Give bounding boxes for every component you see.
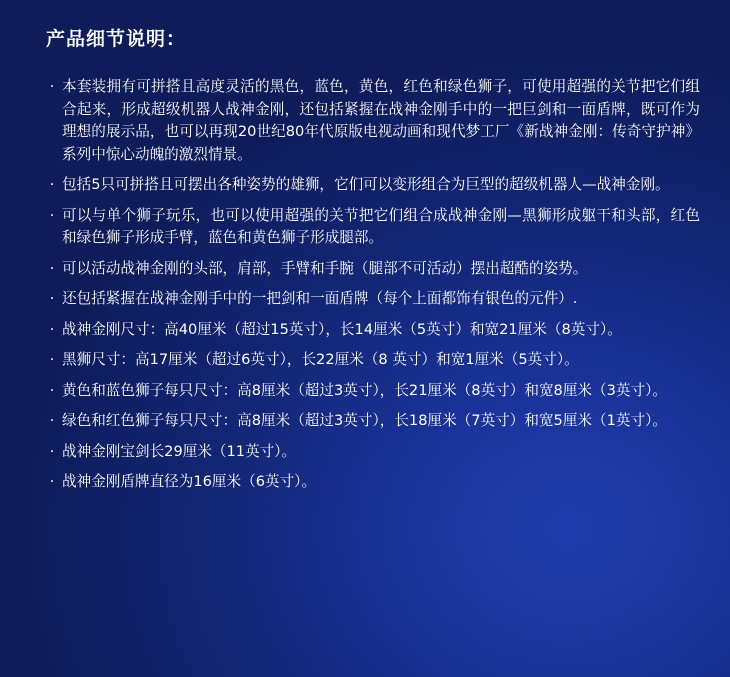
bullet-icon: · (49, 78, 55, 95)
list-item-text: 黄色和蓝色狮子每只尺寸：高8厘米（超过3英寸），长21厘米（8英寸）和宽8厘米（3英寸）。 (62, 381, 667, 399)
bullet-icon: · (49, 290, 55, 307)
list-item-text: 战神金刚盾牌直径为16厘米（6英寸）。 (62, 473, 317, 490)
list-item (46, 471, 700, 494)
list-item (46, 410, 700, 433)
bullet-icon: · (49, 206, 55, 224)
list-item (46, 288, 700, 311)
list-item-text: 可以与单个狮子玩乐，也可以使用超强的关节把它们组合成战神金刚—黑狮形成躯干和头部，红色和绿色狮子形成手臂，蓝色和黄色狮子形成腿部。 (62, 206, 700, 246)
list-item-text: 黑狮尺寸：高17厘米（超过6英寸），长22厘米（8 英寸）和宽1厘米（5英寸）。 (62, 351, 579, 368)
list-item-text: 本套装拥有可拼搭且高度灵活的黑色，蓝色，黄色，红色和绿色狮子，可使用超强的关节把它们组合起来，形成超级机器人战神金刚，还包括紧握在战神金刚手中的一把巨剑和一面盾牌，既可作为理想的展示品，也可以再现20世纪80年代原版电视动画和现代梦工厂《新战神金刚：传奇守护神》系列中惊心动魄的激烈情景。 (62, 78, 700, 163)
list-item-text: 绿色和红色狮子每只尺寸：高8厘米（超过3英寸），长18厘米（7英寸）和宽5厘米（1英寸）。 (62, 412, 667, 429)
bullet-icon: · (49, 412, 55, 429)
list-item-text: 可以活动战神金刚的头部，肩部，手臂和手腕（腿部不可活动）摆出超酷的姿势。 (62, 259, 588, 277)
section-title: 产品细节说明： (46, 28, 187, 50)
bullet-icon: · (49, 442, 55, 460)
bullet-icon: · (49, 473, 55, 490)
list-item (46, 441, 700, 464)
bullet-icon: · (49, 259, 55, 277)
list-item (46, 349, 700, 372)
list-item-text: 包括5只可拼搭且可摆出各种姿势的雄狮，它们可以变形组合为巨型的超级机器人—战神金刚。 (62, 176, 670, 193)
bullet-icon: · (49, 320, 55, 338)
list-item (46, 76, 700, 166)
bullet-icon: · (49, 176, 55, 193)
list-item (46, 205, 700, 250)
list-item (46, 258, 700, 281)
list-item-text: 战神金刚宝剑长29厘米（11英寸）。 (62, 442, 297, 460)
list-item (46, 174, 700, 197)
list-item-text: 战神金刚尺寸：高40厘米（超过15英寸），长14厘米（5英寸）和宽21厘米（8英寸）。 (62, 320, 622, 338)
bullet-icon: · (49, 351, 55, 368)
list-item (46, 319, 700, 342)
list-item-text: 还包括紧握在战神金刚手中的一把剑和一面盾牌（每个上面都饰有银色的元件）. (62, 290, 578, 307)
bullet-icon: · (49, 381, 55, 399)
list-item (46, 380, 700, 403)
spec-list (46, 76, 700, 494)
